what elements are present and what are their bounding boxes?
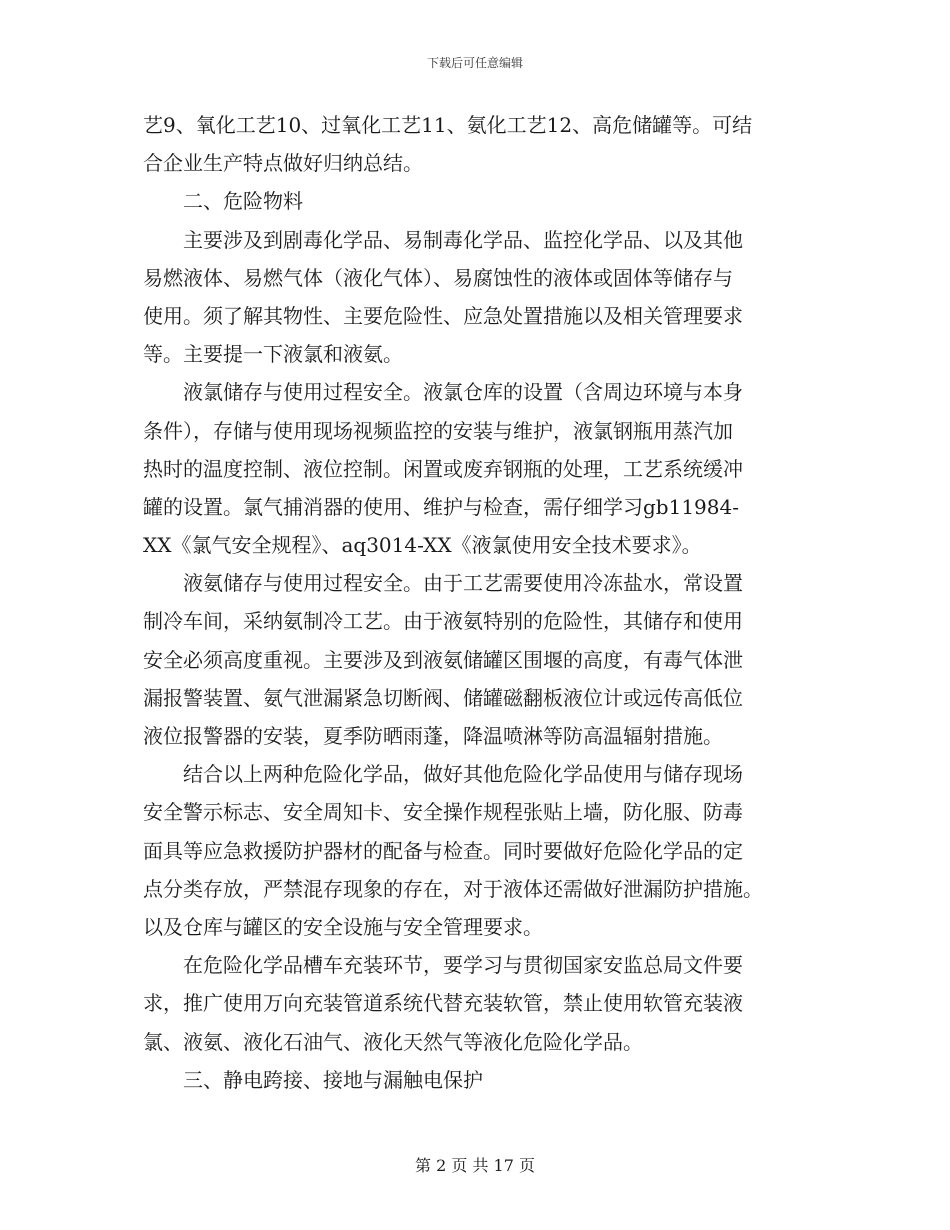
text-line: 漏报警装置、氨气泄漏紧急切断阀、储罐磁翻板液位计或远传高低位 — [143, 685, 743, 710]
text-line: 热时的温度控制、液位控制。闲置或废弃钢瓶的处理，工艺系统缓冲 — [143, 456, 743, 481]
text-line: 液氨储存与使用过程安全。由于工艺需要使用冷冻盐水，常设置 — [143, 571, 743, 596]
text-line: 在危险化学品槽车充装环节，要学习与贯彻国家安监总局文件要 — [143, 953, 743, 978]
text-line: 安全必须高度重视。主要涉及到液氨储罐区围堰的高度，有毒气体泄 — [143, 647, 743, 672]
section-heading: 三、静电跨接、接地与漏触电保护 — [143, 1067, 483, 1092]
text-line: 安全警示标志、安全周知卡、安全操作规程张贴上墙，防化服、防毒 — [143, 800, 743, 825]
text-line: 合企业生产特点做好归纳总结。 — [143, 151, 423, 176]
document-body — [143, 106, 813, 1099]
text-line: 氯、液氨、液化石油气、液化天然气等液化危险化学品。 — [143, 1029, 643, 1054]
text-line: 制冷车间，采纳氨制冷工艺。由于液氨特别的危险性，其储存和使用 — [143, 609, 743, 634]
text-line: 面具等应急救援防护器材的配备与检查。同时要做好危险化学品的定 — [143, 838, 743, 863]
text-line: 以及仓库与罐区的安全设施与安全管理要求。 — [143, 914, 543, 939]
text-line: 液氯储存与使用过程安全。液氯仓库的设置（含周边环境与本身 — [143, 380, 743, 405]
text-line: 主要涉及到剧毒化学品、易制毒化学品、监控化学品、以及其他 — [143, 227, 743, 252]
text-line: 等。主要提一下液氯和液氨。 — [143, 342, 403, 367]
page-footer: 第 2 页 共 17 页 — [415, 1156, 535, 1175]
section-heading: 二、危险物料 — [143, 189, 303, 214]
text-line: 液位报警器的安装，夏季防晒雨蓬，降温喷淋等防高温辐射措施。 — [143, 724, 723, 748]
text-line: 罐的设置。氯气捕消器的使用、维护与检查，需仔细学习gb11984- — [143, 494, 739, 519]
text-line: 使用。须了解其物性、主要危险性、应急处置措施以及相关管理要求 — [143, 303, 743, 328]
text-line: 结合以上两种危险化学品，做好其他危险化学品使用与储存现场 — [143, 762, 743, 787]
page-header: 下载后可任意编辑 — [426, 56, 523, 70]
text-line: 艺9、氧化工艺10、过氧化工艺11、氨化工艺12、高危储罐等。可结 — [143, 113, 753, 137]
text-line: 易燃液体、易燃气体（液化气体）、易腐蚀性的液体或固体等储存与 — [143, 265, 733, 290]
text-line: 求，推广使用万向充装管道系统代替充装软管，禁止使用软管充装液 — [143, 991, 743, 1016]
text-line: 点分类存放，严禁混存现象的存在，对于液体还需做好泄漏防护措施。 — [143, 876, 763, 901]
text-line: XX《氯气安全规程》、aq3014-XX《液氯使用安全技术要求》。 — [143, 533, 702, 558]
text-line: 条件），存储与使用现场视频监控的安装与维护，液氯钢瓶用蒸汽加 — [143, 418, 733, 443]
